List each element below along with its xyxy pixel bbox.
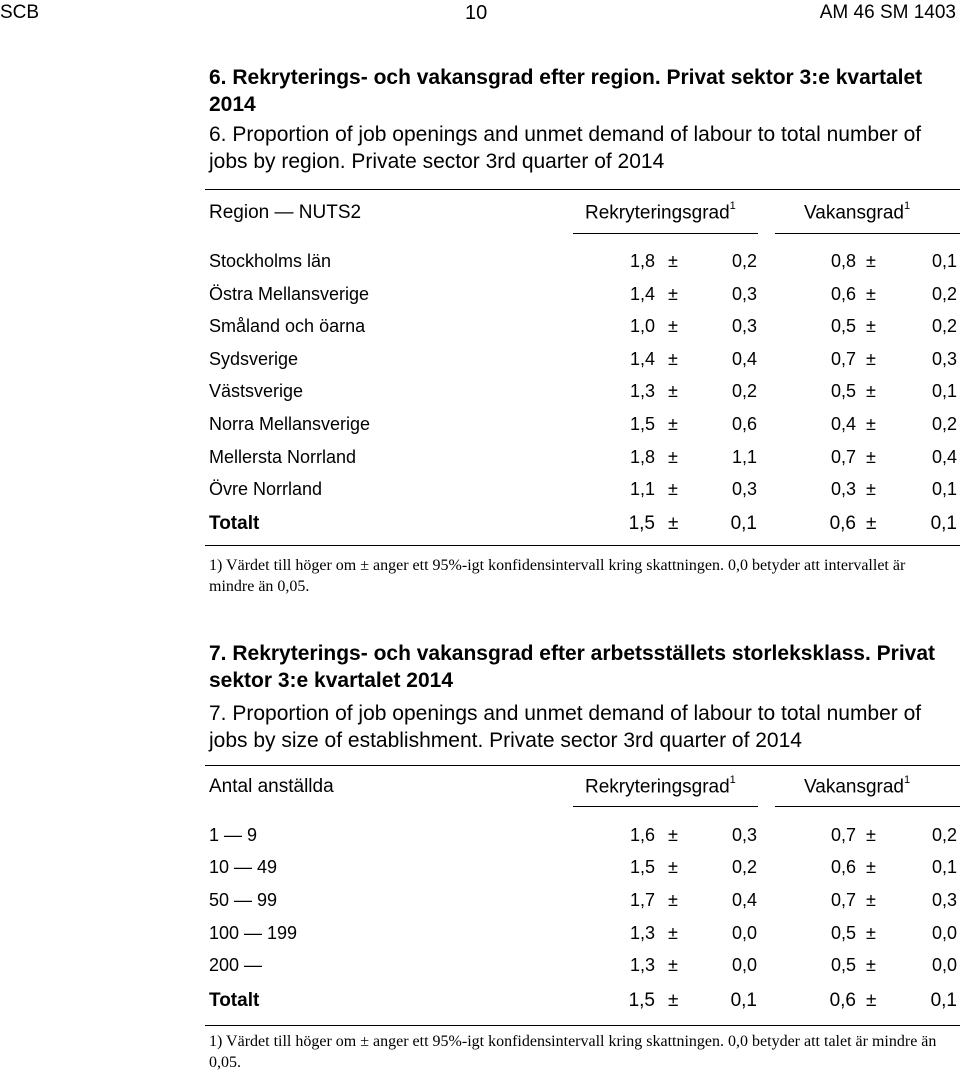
- page-header-right: AM 46 SM 1403: [819, 2, 956, 23]
- rekryteringsgrad-value: 1,8: [629, 251, 655, 271]
- vakansgrad-error: 0,1: [930, 990, 957, 1011]
- table-row: [0, 349, 960, 373]
- vakansgrad-error: 0,1: [930, 513, 957, 534]
- table-row: [0, 923, 960, 947]
- vakansgrad-value: 0,6: [829, 513, 856, 534]
- vakansgrad-value: 0,6: [830, 857, 856, 877]
- vakansgrad-error: 0,1: [931, 479, 957, 499]
- row-label: 200 —: [209, 955, 263, 975]
- row-label: 100 — 199: [209, 923, 298, 943]
- vakansgrad-error: 0,3: [931, 890, 957, 910]
- rekryteringsgrad-error: 0,6: [731, 414, 757, 434]
- vakansgrad-value: 0,8: [830, 251, 856, 271]
- rekryteringsgrad-error: 0,3: [731, 316, 757, 336]
- table6-bottom-rule: [205, 545, 960, 546]
- row-label: Norra Mellansverige: [209, 414, 371, 434]
- rekryteringsgrad-plusminus: ±: [668, 251, 678, 271]
- table6-vak-underline: [775, 233, 960, 234]
- vakansgrad-value: 0,5: [830, 316, 856, 336]
- rekryteringsgrad-value: 1,4: [629, 349, 655, 369]
- table-total-row: [0, 990, 960, 1014]
- rekryteringsgrad-value: 1,3: [629, 955, 655, 975]
- rekryteringsgrad-error: 0,1: [730, 513, 757, 534]
- table-row: [0, 284, 960, 308]
- rekryteringsgrad-error: 0,4: [731, 349, 757, 369]
- table-row: [0, 479, 960, 503]
- vakansgrad-error: 0,2: [931, 825, 957, 845]
- vakansgrad-plusminus: ±: [866, 923, 876, 943]
- vakansgrad-plusminus: ±: [866, 447, 876, 467]
- vakansgrad-plusminus: ±: [866, 990, 877, 1011]
- rekryteringsgrad-value: 1,5: [629, 857, 655, 877]
- table6-col-rekryteringsgrad: Rekryteringsgrad$^1$: [585, 200, 736, 224]
- table-row: [0, 447, 960, 471]
- vakansgrad-plusminus: ±: [866, 414, 876, 434]
- rekryteringsgrad-plusminus: ±: [668, 513, 679, 534]
- vakansgrad-value: 0,7: [830, 825, 856, 845]
- row-label: 10 — 49: [209, 857, 278, 877]
- row-label: Mellersta Norrland: [209, 447, 357, 467]
- rekryteringsgrad-value: 1,8: [629, 447, 655, 467]
- row-label: Östra Mellansverige: [209, 284, 370, 304]
- vakansgrad-plusminus: ±: [866, 825, 876, 845]
- rekryteringsgrad-error: 0,2: [731, 381, 757, 401]
- table7-rekr-underline: [573, 806, 758, 807]
- rekryteringsgrad-error: 0,3: [731, 284, 757, 304]
- table-row: [0, 890, 960, 914]
- table6-title-en: 6. Proportion of job openings and unmet demand of labour to total number of jobs by region. Private sector 3rd quarter of 2014: [209, 123, 922, 173]
- rekryteringsgrad-plusminus: ±: [668, 316, 678, 336]
- vakansgrad-value: 0,7: [830, 349, 856, 369]
- table7-title-en: 7. Proportion of job openings and unmet demand of labour to total number of jobs by size of establishment. Private sector 3rd quarter of 2014: [209, 702, 922, 752]
- table-row: [0, 251, 960, 275]
- page-number: 10: [465, 2, 488, 24]
- table7-vak-underline: [775, 806, 960, 807]
- rekryteringsgrad-plusminus: ±: [668, 349, 678, 369]
- rekryteringsgrad-value: 1,0: [629, 316, 655, 336]
- rekryteringsgrad-value: 1,5: [628, 513, 655, 534]
- table7-bottom-rule: [205, 1025, 960, 1026]
- vakansgrad-plusminus: ±: [866, 857, 876, 877]
- rekryteringsgrad-value: 1,4: [629, 284, 655, 304]
- vakansgrad-value: 0,3: [830, 479, 856, 499]
- rekryteringsgrad-plusminus: ±: [668, 825, 678, 845]
- page-header-left: SCB: [0, 2, 40, 23]
- rekryteringsgrad-value: 1,6: [629, 825, 655, 845]
- rekryteringsgrad-value: 1,7: [629, 890, 655, 910]
- rekryteringsgrad-error: 0,3: [731, 825, 757, 845]
- rekryteringsgrad-plusminus: ±: [668, 381, 678, 401]
- vakansgrad-value: 0,7: [830, 447, 856, 467]
- vakansgrad-error: 0,4: [931, 447, 957, 467]
- vakansgrad-plusminus: ±: [866, 381, 876, 401]
- table7-title-sv: 7. Rekryterings- och vakansgrad efter arbetsställets storleksklass. Privat sektor 3:e kvartalet 2014: [209, 642, 936, 692]
- row-label: 1 — 9: [209, 825, 258, 845]
- vakansgrad-value: 0,6: [829, 990, 856, 1011]
- table7-col-rekryteringsgrad: Rekryteringsgrad$^1$: [585, 774, 736, 798]
- table7-col-antal-anstallda: Antal anställda: [209, 776, 334, 797]
- vakansgrad-plusminus: ±: [866, 284, 876, 304]
- row-label: Småland och öarna: [209, 316, 366, 336]
- vakansgrad-value: 0,5: [830, 381, 856, 401]
- table6-top-rule: [205, 189, 960, 190]
- vakansgrad-error: 0,2: [931, 414, 957, 434]
- row-label: Övre Norrland: [209, 479, 323, 499]
- table6-footnote: 1) Värdet till höger om ± anger ett 95%-igt konfidensintervall kring skattningen. 0,0 betyder att intervallet är mindre än 0,05.: [209, 557, 906, 595]
- rekryteringsgrad-error: 0,2: [731, 857, 757, 877]
- vakansgrad-plusminus: ±: [866, 513, 877, 534]
- vakansgrad-error: 0,2: [931, 316, 957, 336]
- row-label: Totalt: [209, 990, 260, 1011]
- row-label: Västsverige: [209, 381, 304, 401]
- table6-col-region: Region — NUTS2: [209, 202, 362, 223]
- rekryteringsgrad-plusminus: ±: [668, 990, 679, 1011]
- vakansgrad-error: 0,1: [931, 857, 957, 877]
- rekryteringsgrad-error: 0,2: [731, 251, 757, 271]
- rekryteringsgrad-plusminus: ±: [668, 447, 678, 467]
- rekryteringsgrad-plusminus: ±: [668, 890, 678, 910]
- row-label: Stockholms län: [209, 251, 332, 271]
- table-row: [0, 825, 960, 849]
- vakansgrad-value: 0,5: [830, 955, 856, 975]
- vakansgrad-error: 0,0: [931, 923, 957, 943]
- vakansgrad-error: 0,2: [931, 284, 957, 304]
- table6-title-sv: 6. Rekryterings- och vakansgrad efter region. Privat sektor 3:e kvartalet 2014: [209, 66, 923, 116]
- rekryteringsgrad-error: 0,0: [731, 955, 757, 975]
- rekryteringsgrad-error: 0,4: [731, 890, 757, 910]
- vakansgrad-value: 0,7: [830, 890, 856, 910]
- vakansgrad-plusminus: ±: [866, 479, 876, 499]
- vakansgrad-value: 0,4: [830, 414, 856, 434]
- rekryteringsgrad-plusminus: ±: [668, 479, 678, 499]
- rekryteringsgrad-plusminus: ±: [668, 955, 678, 975]
- rekryteringsgrad-value: 1,3: [629, 923, 655, 943]
- table-total-row: [0, 513, 960, 537]
- table6-rekr-underline: [573, 233, 758, 234]
- vakansgrad-plusminus: ±: [866, 349, 876, 369]
- row-label: Sydsverige: [209, 349, 299, 369]
- rekryteringsgrad-error: 0,3: [731, 479, 757, 499]
- vakansgrad-value: 0,6: [830, 284, 856, 304]
- row-label: Totalt: [209, 513, 260, 534]
- vakansgrad-error: 0,0: [931, 955, 957, 975]
- vakansgrad-error: 0,3: [931, 349, 957, 369]
- table7-col-vakansgrad: Vakansgrad$^1$: [804, 774, 911, 798]
- vakansgrad-plusminus: ±: [866, 890, 876, 910]
- rekryteringsgrad-value: 1,3: [629, 381, 655, 401]
- table-row: [0, 316, 960, 340]
- table-row: [0, 857, 960, 881]
- rekryteringsgrad-error: 0,0: [731, 923, 757, 943]
- vakansgrad-error: 0,1: [931, 251, 957, 271]
- table6-col-vakansgrad: Vakansgrad$^1$: [804, 200, 911, 224]
- table-row: [0, 414, 960, 438]
- vakansgrad-plusminus: ±: [866, 316, 876, 336]
- table7-footnote: 1) Värdet till höger om ± anger ett 95%-igt konfidensintervall kring skattningen. 0,0 betyder att talet är mindre än 0,05.: [209, 1033, 937, 1071]
- vakansgrad-plusminus: ±: [866, 955, 876, 975]
- rekryteringsgrad-value: 1,1: [629, 479, 655, 499]
- rekryteringsgrad-plusminus: ±: [668, 857, 678, 877]
- rekryteringsgrad-plusminus: ±: [668, 284, 678, 304]
- rekryteringsgrad-plusminus: ±: [668, 923, 678, 943]
- rekryteringsgrad-value: 1,5: [629, 414, 655, 434]
- table-row: [0, 381, 960, 405]
- table7-top-rule: [205, 765, 960, 766]
- rekryteringsgrad-error: 0,1: [730, 990, 757, 1011]
- rekryteringsgrad-value: 1,5: [628, 990, 655, 1011]
- rekryteringsgrad-plusminus: ±: [668, 414, 678, 434]
- vakansgrad-plusminus: ±: [866, 251, 876, 271]
- rekryteringsgrad-error: 1,1: [731, 447, 757, 467]
- table-row: [0, 955, 960, 979]
- vakansgrad-error: 0,1: [931, 381, 957, 401]
- row-label: 50 — 99: [209, 890, 278, 910]
- vakansgrad-value: 0,5: [830, 923, 856, 943]
